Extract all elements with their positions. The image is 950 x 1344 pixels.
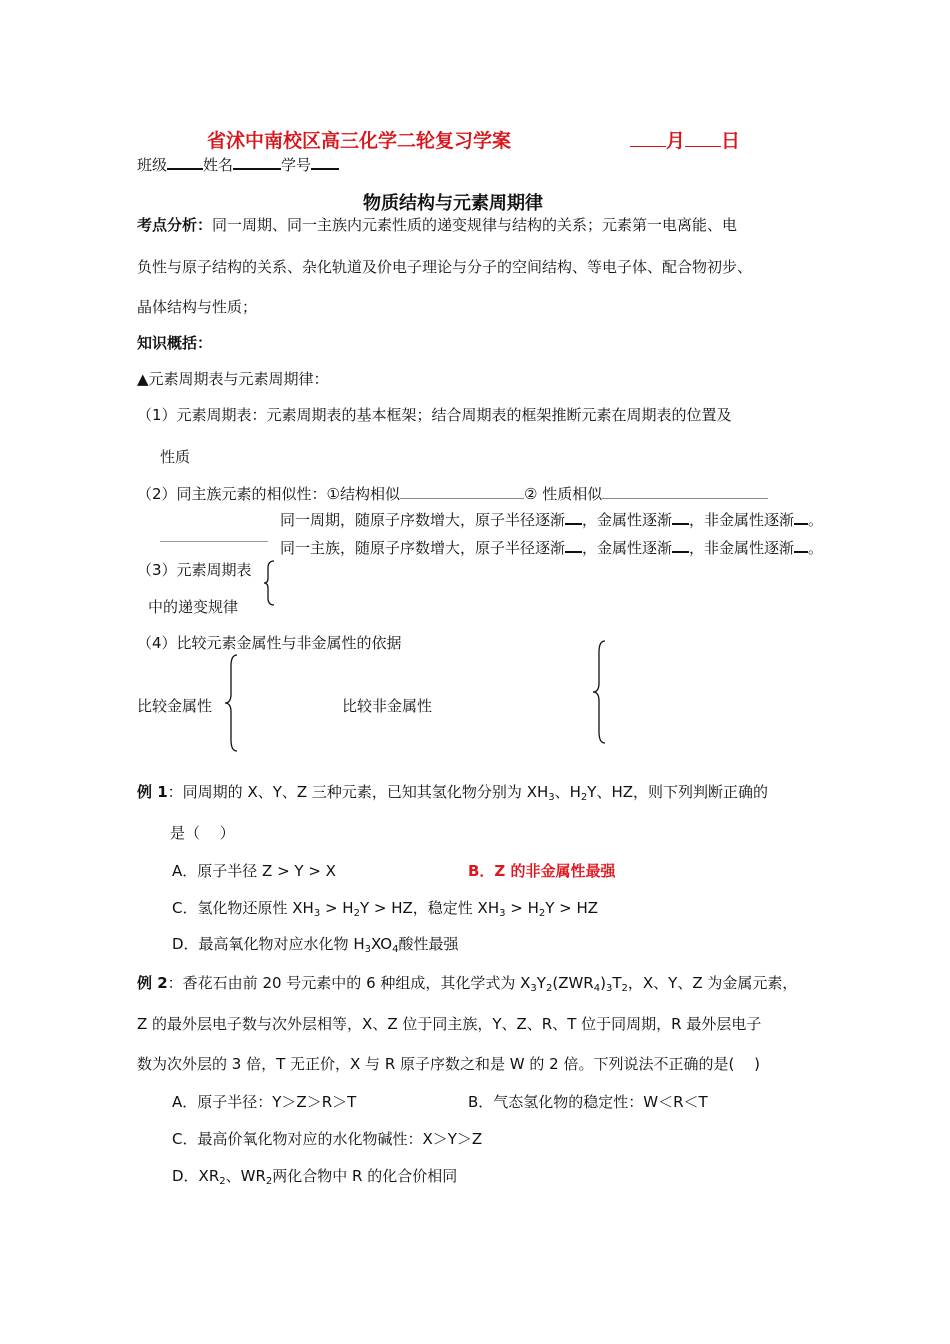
example-1-stem-c: Y、HZ，则下列判断正确的 <box>587 783 769 801</box>
item-3-line-2: 中的递变规律 <box>148 598 239 616</box>
opt-d-c: 酸性最强 <box>398 935 459 953</box>
month-label: 月 <box>666 130 686 152</box>
group-radius-text: 同一主族，随原子序数增大，原子半径逐渐 <box>280 539 566 557</box>
date-fields <box>630 126 740 153</box>
group-radius-blank[interactable] <box>565 536 582 553</box>
name-label: 姓名 <box>203 156 234 174</box>
trend-brace-icon <box>262 560 276 606</box>
example-1-option-d[interactable] <box>172 935 459 953</box>
group-metal-text: ，金属性逐渐 <box>582 539 673 557</box>
day-blank[interactable] <box>685 131 721 147</box>
sub-2: 2 <box>353 908 360 919</box>
opt-c-c: Y > HZ，稳定性 XH <box>359 899 500 917</box>
sub-2: 2 <box>538 908 546 919</box>
sub-2: 2 <box>265 1176 273 1187</box>
group-nonmetal-text: ，非金属性逐渐 <box>689 539 795 557</box>
day-label: 日 <box>721 130 741 152</box>
period-metal-blank[interactable] <box>672 508 689 525</box>
ex2-opt-d-b: 、WR <box>225 1167 266 1185</box>
period-radius-blank[interactable] <box>565 508 582 525</box>
analysis-text-1: 同一周期、同一主族内元素性质的递变规律与结构的关系；元素第一电离能、电 <box>212 216 738 234</box>
id-label: 学号 <box>281 156 312 174</box>
opt-d-a: D．最高氧化物对应水化物 H <box>172 935 365 953</box>
divider-line <box>160 541 268 542</box>
opt-c-d: > H <box>505 899 539 917</box>
class-label: 班级 <box>137 156 168 174</box>
example-2-stem <box>137 974 797 992</box>
sub-2: 2 <box>545 983 553 994</box>
analysis-label: 考点分析： <box>137 216 213 234</box>
analysis-line-3: 晶体结构与性质； <box>137 298 258 316</box>
example-1-option-c[interactable] <box>172 899 598 917</box>
example-2-option-c[interactable]: C．最高价氧化物对应的水化物碱性：X＞Y＞Z <box>172 1130 483 1148</box>
example-2-stem-c: (ZWR <box>552 974 594 992</box>
summary-label: 知识概括： <box>137 334 213 352</box>
page-header-title: 省沭中南校区高三化学二轮复习学案 <box>207 130 512 152</box>
item-4-line: （4）比较元素金属性与非金属性的依据 <box>137 634 402 652</box>
group-end: 。 <box>808 539 824 557</box>
structure-blank[interactable] <box>400 483 524 499</box>
period-metal-text: ，金属性逐渐 <box>582 511 673 529</box>
example-1-stem <box>137 783 768 801</box>
analysis-line-2: 负性与原子结构的关系、杂化轨道及价电子理论与分子的空间结构、等电子体、配合物初步、 <box>137 258 753 276</box>
nonmetal-label: 比较非金属性 <box>342 697 433 715</box>
month-blank[interactable] <box>630 131 666 147</box>
sub-3: 3 <box>530 983 537 994</box>
ex2-opt-d-a: D．XR <box>172 1167 220 1185</box>
sub-3: 3 <box>605 983 613 994</box>
sub-4: 4 <box>593 983 601 994</box>
doc-title: 物质结构与元素周期律 <box>363 193 543 214</box>
example-1-option-b[interactable]: B．Z 的非金属性最强 <box>468 862 616 880</box>
nonmetal-brace-icon <box>590 640 608 744</box>
section-heading: ▲元素周期表与元素周期律： <box>137 370 329 388</box>
ex2-opt-d-c: 两化合物中 R 的化合价相同 <box>272 1167 458 1185</box>
sub-3: 3 <box>499 908 506 919</box>
sub-2: 2 <box>580 792 588 803</box>
example-1-stem-b: 、H <box>554 783 581 801</box>
example-2-option-a[interactable]: A．原子半径：Y＞Z＞R＞T <box>172 1093 357 1111</box>
group-nonmetal-blank[interactable] <box>794 536 808 553</box>
item-1-line-2: 性质 <box>160 448 191 466</box>
opt-c-b: > H <box>320 899 354 917</box>
example-2-line-2: Z 的最外层电子数与次外层相等，X、Z 位于同主族，Y、Z、R、T 位于同周期，R 最外层电子 <box>137 1015 762 1033</box>
example-2-label: 例 2 <box>137 974 168 992</box>
item-2-structure-label: （2）同主族元素的相似性：①结构相似 <box>137 485 400 503</box>
period-nonmetal-text: ，非金属性逐渐 <box>689 511 795 529</box>
sub-2: 2 <box>621 983 628 994</box>
period-end: 。 <box>808 511 824 529</box>
example-2-stem-b: Y <box>536 974 546 992</box>
example-1-stem-line-2: 是（ ） <box>170 824 235 842</box>
example-2-stem-e: T <box>612 974 622 992</box>
period-radius-text: 同一周期，随原子序数增大，原子半径逐渐 <box>280 511 566 529</box>
example-1-stem-a: ：同周期的 X、Y、Z 三种元素，已知其氢化物分别为 XH <box>167 783 549 801</box>
sub-3: 3 <box>313 908 321 919</box>
sub-3: 3 <box>364 944 371 955</box>
period-trend-line <box>280 508 823 529</box>
example-1-label: 例 1 <box>137 783 168 801</box>
opt-d-b: XO <box>370 935 393 953</box>
class-blank[interactable] <box>167 153 203 170</box>
item-2-property-label: ② 性质相似 <box>524 485 603 503</box>
student-info-row <box>137 153 339 174</box>
sub-2: 2 <box>219 1176 226 1187</box>
sub-3: 3 <box>548 792 555 803</box>
sub-4: 4 <box>392 944 399 955</box>
example-1-option-a[interactable]: A．原子半径 Z > Y > X <box>172 862 336 880</box>
group-metal-blank[interactable] <box>672 536 689 553</box>
opt-c-e: Y > HZ <box>545 899 599 917</box>
example-2-option-b[interactable]: B．气态氢化物的稳定性：W＜R＜T <box>468 1093 708 1111</box>
metal-brace-icon <box>222 654 240 752</box>
item-1-line-1: （1）元素周期表：元素周期表的基本框架；结合周期表的框架推断元素在周期表的位置及 <box>137 406 732 424</box>
metal-label: 比较金属性 <box>137 697 213 715</box>
opt-c-a: C．氢化物还原性 XH <box>172 899 314 917</box>
analysis-line-1 <box>137 216 737 234</box>
property-blank[interactable] <box>602 483 768 499</box>
period-nonmetal-blank[interactable] <box>794 508 808 525</box>
item-3-line-1: （3）元素周期表 <box>137 561 252 579</box>
item-2-line <box>137 483 768 503</box>
example-2-stem-d: ) <box>600 974 606 992</box>
name-blank[interactable] <box>233 153 281 170</box>
example-2-line-3: 数为次外层的 3 倍，T 无正价，X 与 R 原子序数之和是 W 的 2 倍。下列说法不正确的是( ) <box>137 1055 760 1073</box>
group-trend-line <box>280 536 823 557</box>
id-blank[interactable] <box>311 153 339 170</box>
example-2-option-d[interactable] <box>172 1167 457 1185</box>
example-2-stem-a: ：香花石由前 20 号元素中的 6 种组成，其化学式为 X <box>167 974 531 992</box>
example-2-stem-f: ，X、Y、Z 为金属元素， <box>627 974 798 992</box>
